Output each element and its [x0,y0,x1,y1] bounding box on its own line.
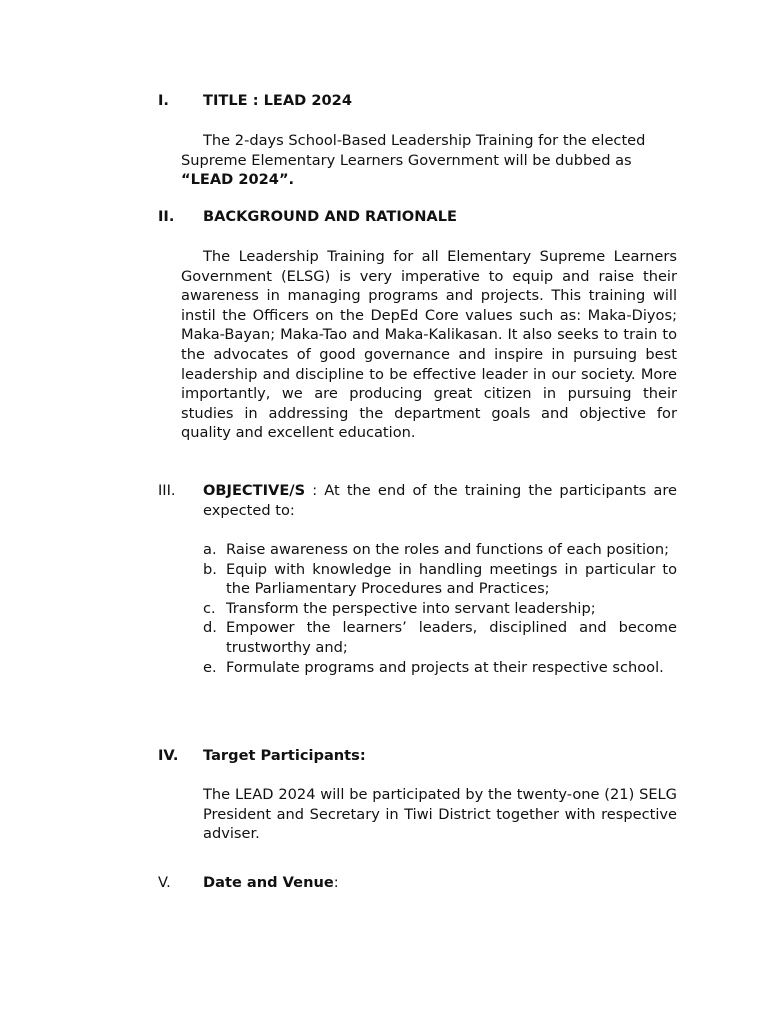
section-1-heading: TITLE : LEAD 2024 [203,92,352,109]
list-item-text: Equip with knowledge in handling meetings in particular to the Parliamentary Procedures and Practices; [226,560,677,598]
section-3-heading: OBJECTIVE/S [203,482,306,499]
objectives-intro [203,481,677,520]
list-marker: a. [203,541,217,558]
list-item [203,560,677,599]
section-2-numeral: II. [158,208,175,225]
section-5-numeral: V. [158,874,171,891]
title-paragraph [181,131,677,190]
list-item [203,618,677,657]
section-4-heading: Target Participants: [203,747,366,764]
list-marker: e. [203,658,217,676]
list-item-text: Transform the perspective into servant leadership; [226,599,596,617]
list-item-text: Formulate programs and projects at their respective school. [226,658,664,676]
participants-paragraph: The LEAD 2024 will be participated by the twenty-one (21) SELG President and Secretary in Tiwi District together with respective adviser. [203,786,677,843]
list-marker: b. [203,560,217,578]
objectives-list [203,540,677,677]
section-5-heading: Date and Venue [203,874,334,891]
list-item [203,540,677,560]
list-item [203,658,677,678]
list-marker: c. [203,599,216,617]
list-marker: d. [203,619,217,637]
background-paragraph-text: The Leadership Training for all Elementary Supreme Learners Government (ELSG) is very imperative to equip and raise their awareness in managing programs and projects. This training will instil the Officers on the DepEd Core values such as: Maka-Diyos; Maka-Bayan; Maka-Tao and Maka-Kalikasan. It also seeks to train to the advocates of good governance and inspire in pursuing best leadership and discipline to be effective leader in our society. More importantly, we are producing great citizen in pursuing their studies in addressing the department goals and objective for quality and excellent education. [181,248,677,442]
list-item-text: Raise awareness on the roles and functions of each position; [226,541,670,558]
section-2-heading: BACKGROUND AND RATIONALE [203,208,457,225]
list-item [203,599,677,619]
section-3-numeral: III. [158,482,176,499]
section-5-colon: : [333,874,339,891]
background-paragraph [181,247,677,443]
title-paragraph-text: The 2-days School-Based Leadership Training for the elected Supreme Elementary Learners Government will be dubbed as [181,132,646,169]
objectives-intro-text: : At the end of the training the participants are expected to: [203,482,677,519]
list-item-text: Empower the learners’ leaders, disciplined and become trustworthy and; [226,619,677,656]
dubbed-name: “LEAD 2024”. [181,171,295,189]
section-4-numeral: IV. [158,747,179,764]
section-5-heading-line [203,873,339,893]
section-1-numeral: I. [158,92,169,109]
